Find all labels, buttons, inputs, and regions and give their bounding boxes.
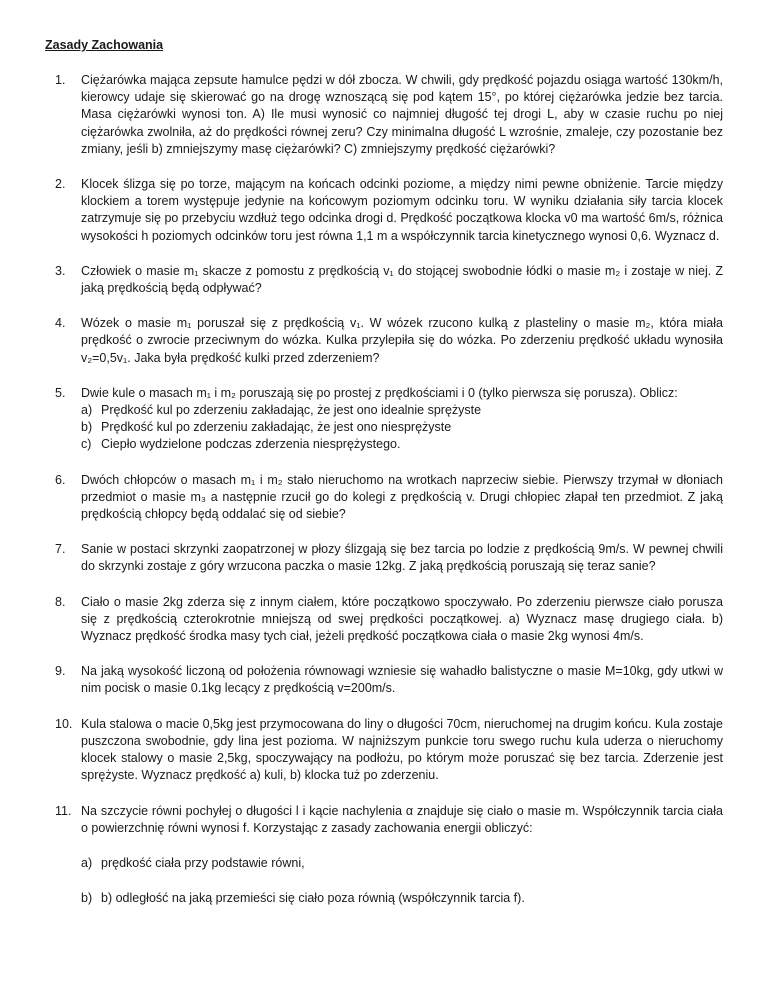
- subitem-c: [81, 436, 723, 453]
- problem-1: [45, 72, 723, 158]
- problem-number: 9.: [55, 664, 66, 679]
- problem-8: [45, 594, 723, 646]
- problem-text: Kula stalowa o macie 0,5kg jest przymocowana do liny o długości 70cm, nieruchomej na drugim końcu. Kula zostaje puszczona swobodnie, gdy lina jest pozioma. W najniższym punkcie toru swego ruchu kula uderza o nieruchomy klocek stalowy o masie 2,5kg, spoczywający na podłożu, po którym może poruszać się bez tarcia. Zderzenie jest sprężyste. Wyznacz prędkość a) kuli, b) klocka tuż po zderzeniu.: [81, 716, 723, 783]
- problem-number: 10.: [55, 716, 73, 731]
- problem-number: 7.: [55, 542, 66, 557]
- subitem-label: b): [81, 891, 93, 906]
- problem-10: [45, 716, 723, 785]
- problem-number: 11.: [55, 803, 72, 818]
- problem-4: [45, 315, 723, 367]
- problem-6: [45, 472, 723, 524]
- subitem-label: a): [81, 855, 93, 870]
- problem-body: [81, 385, 723, 454]
- problem-number: 3.: [55, 263, 66, 278]
- problem-text: Ciało o masie 2kg zderza się z innym ciałem, które początkowo spoczywało. Po zderzeniu pierwsze ciało porusza się z prędkością czterokrotnie mniejszą od swej prędkości początkowej. a) Wyznacz masę drugiego ciała. b) Wyznacz prędkość środka masy tych ciał, jeżeli prędkość początkowa ciała o masie 2kg wynosi 4m/s.: [81, 594, 723, 644]
- problem-number: 2.: [55, 177, 66, 192]
- subitem-a: [81, 855, 723, 872]
- document-title: Zasady Zachowania: [45, 38, 164, 52]
- subitem-text: Ciepło wydzielone podczas zderzenia niesprężystego.: [101, 437, 401, 452]
- subitem-text: prędkość ciała przy podstawie równi,: [101, 855, 305, 870]
- problem-text: Klocek ślizga się po torze, mającym na końcach odcinki poziome, a między nimi pewne obniżenie. Tarcie między klockiem a torem występuje jedynie na końcowym poziomym odcinku toru. W wyniku działania siły tarcia klocek zatrzymuje się po przebyciu wzdłuż tego odcinka drogi d. Prędkość początkowa klocka v0 ma wartość 6m/s, różnica wysokości h poziomych odcinków toru jest równa 1,1 m a współczynnik tarcia kinetycznego wynosi 0,6. Wyznacz d.: [81, 177, 723, 243]
- problem-text: Dwie kule o masach m₁ i m₂ poruszają się po prostej z prędkościami i 0 (tylko pierwsza się porusza). Oblicz:: [81, 385, 678, 400]
- subitem-text: b) odległość na jaką przemieści się ciało poza równią (współczynnik tarcia f).: [101, 891, 525, 906]
- problem-number: 1.: [55, 73, 66, 87]
- subitem-b: [81, 890, 723, 907]
- problem-number: 6.: [55, 472, 66, 487]
- subitem-text: Prędkość kul po zderzeniu zakładając, że jest ono niesprężyste: [101, 420, 452, 435]
- subitem-b: [81, 419, 723, 436]
- subitem-text: Prędkość kul po zderzeniu zakładając, że jest ono idealnie sprężyste: [101, 403, 482, 418]
- problem-9: [45, 663, 723, 697]
- problem-number: 4.: [55, 316, 66, 331]
- problem-text: Na jaką wysokość liczoną od położenia równowagi wzniesie się wahadło balistyczne o masie M=10kg, gdy utkwi w nim pocisk o masie 0.1kg lecący z prędkością v=200m/s.: [81, 664, 723, 696]
- problem-text: Ciężarówka mająca zepsute hamulce pędzi w dół zbocza. W chwili, gdy prędkość pojazdu osiąga wartość 130km/h, kierowcy udaje się skierować go na drogę wznoszącą się pod kątem 15°, po której ciężarówka jedzie bez tarcia. Masa ciężarówki wynosi ton. A) Ile musi wynosić co najmniej długość tej drogi L, aby w czasie ruchu po niej ciężarówka zwolniła, aż do prędkości równej zeru? Czy minimalna długość L wzrośnie, zmaleje, czy pozostanie bez zmiany, jeśli b) zmniejszymy masę ciężarówki? C) zmniejszymy prędkość ciężarówki?: [81, 73, 723, 156]
- problem-number: 5.: [55, 385, 66, 400]
- problem-text: Sanie w postaci skrzynki zaopatrzonej w płozy ślizgają się bez tarcia po lodzie z prędkością 9m/s. W pewnej chwili do skrzynki zostaje z góry wrzucona paczka o masie 12kg. Z jaką prędkością poruszają się teraz sanie?: [81, 542, 723, 574]
- problem-2: [45, 176, 723, 245]
- problem-text: Wózek o masie m₁ poruszał się z prędkością v₁. W wózek rzucono kulką z plasteliny o masie m₂, która miała prędkość o zwrocie przeciwnym do wózka. Kulka przylepiła się do wózka. Po zderzeniu prędkość układu wynosiła v₂=0,5v₁. Jaka była prędkość kulki przed zderzeniem?: [81, 316, 723, 365]
- problem-5: [45, 385, 723, 454]
- subitem-label: c): [81, 437, 92, 452]
- subitem-label: b): [81, 420, 93, 435]
- problem-number: 8.: [55, 594, 66, 609]
- problem-11: [45, 803, 723, 908]
- subitem-label: a): [81, 403, 93, 418]
- subitem-a: [81, 402, 723, 419]
- problem-7: [45, 541, 723, 575]
- problem-3: [45, 263, 723, 297]
- problem-text: Na szczycie równi pochyłej o długości l i kącie nachylenia α znajduje się ciało o masie m. Współczynnik tarcia ciała o powierzchnię równi wynosi f. Korzystając z zasady zachowania energii obliczyć:: [81, 803, 723, 835]
- problem-text: Dwóch chłopców o masach m₁ i m₂ stało nieruchomo na wrotkach naprzeciw siebie. Pierwszy trzymał w dłoniach przedmiot o masie m₃ a następnie rzucił go do kolegi z prędkością v. Drugi chłopiec złapał ten przedmiot. Z jaką prędkością chłopcy będą oddalać się od siebie?: [81, 472, 723, 522]
- problem-text: Człowiek o masie m₁ skacze z pomostu z prędkością v₁ do stojącej swobodnie łódki o masie m₂ i zostaje w niej. Z jaką prędkością będą odpływać?: [81, 263, 723, 296]
- problem-body: [81, 803, 723, 908]
